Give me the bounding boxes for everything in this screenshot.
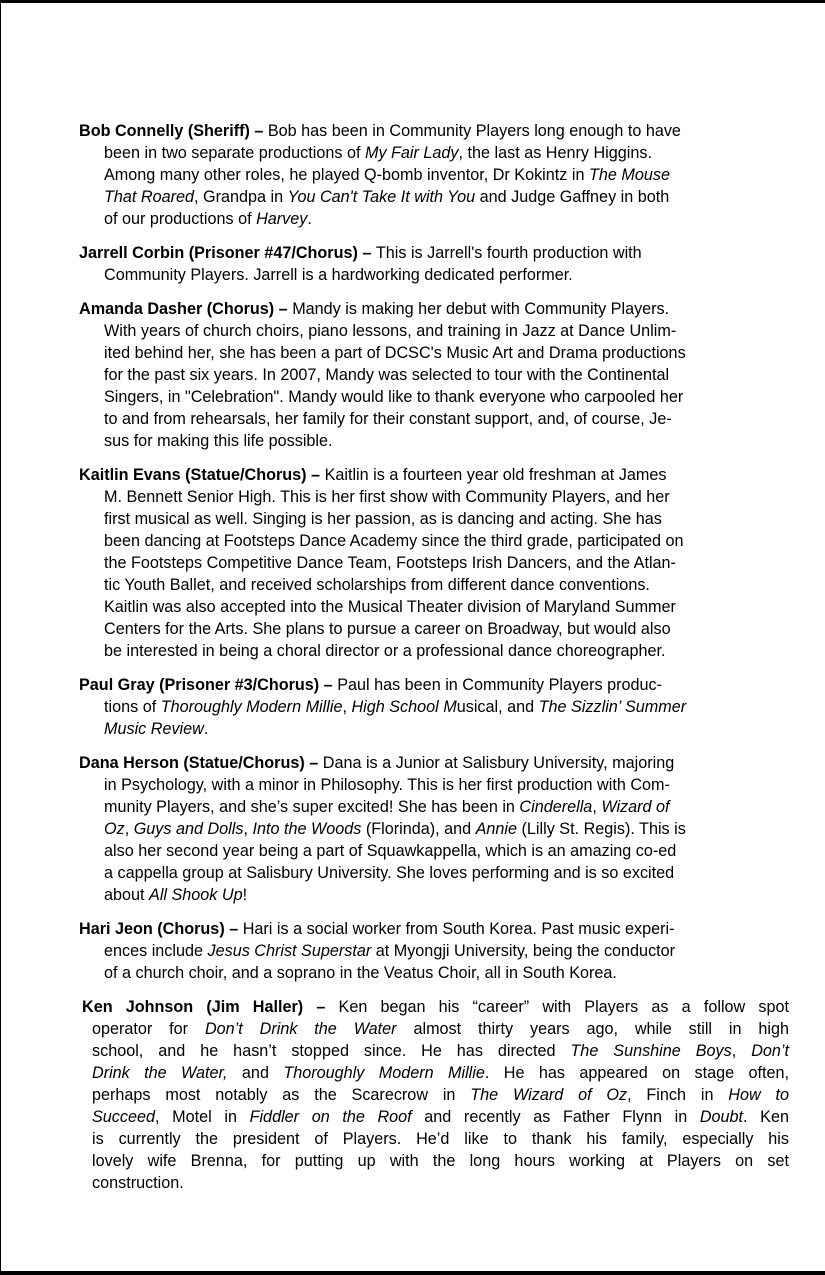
bio-text: Bob has been in Community Players long enough to have been in two separate productions of xyxy=(104,122,681,162)
bio-text: (Lilly St. Regis). This is also her second year being a part of Squawkappella, which is an amazing co-ed a cappella group at Salisbury University. She loves performing and is so excited about xyxy=(104,820,686,904)
show-title: The Sunshine Boys xyxy=(570,1042,732,1060)
show-title: Don’t Drink the Water, xyxy=(92,1042,789,1082)
bio-paragraph-bob-connelly xyxy=(79,120,789,230)
show-title: Annie xyxy=(475,820,518,838)
show-title: My Fair Lady xyxy=(364,144,459,162)
bio-text: , Finch in xyxy=(627,1086,729,1104)
show-title: Fiddler on the Roof xyxy=(249,1108,412,1126)
bio-text: at Myongji University, being the conductor of a church choir, and a soprano in the Veatus Choir, all in South Korea. xyxy=(104,942,676,982)
bio-text: This is Jarrell's fourth production with Community Players. Jarrell is a hardworking dedicated performer. xyxy=(104,244,642,284)
bio-name-and-role: Kaitlin Evans (Statue/Chorus) – xyxy=(79,466,325,484)
show-title: Into the Woods xyxy=(252,820,362,838)
show-title: Thoroughly Modern Millie xyxy=(160,698,343,716)
show-title: Cinderella xyxy=(519,798,593,816)
scan-edge-top xyxy=(0,0,825,3)
bio-text: Ken began his “career” with Players as a follow spot operator for xyxy=(92,998,789,1038)
bio-name-and-role: Amanda Dasher (Chorus) – xyxy=(79,300,293,318)
bio-text: Hari is a social worker from South Korea. Past music experi- ences include xyxy=(104,920,675,960)
scan-edge-bottom xyxy=(0,1271,825,1275)
bio-paragraph-dana-herson xyxy=(79,752,789,906)
show-title: Guys and Dolls xyxy=(133,820,244,838)
bio-text: . xyxy=(203,720,209,738)
bio-name-and-role: Dana Herson (Statue/Chorus) – xyxy=(79,754,323,772)
bio-text: , xyxy=(731,1042,752,1060)
bio-text: , xyxy=(124,820,134,838)
bio-text: , xyxy=(592,798,602,816)
bio-text: and recently as Father Flynn in xyxy=(411,1108,700,1126)
bio-text: ! xyxy=(242,886,248,904)
bio-paragraph-ken-johnson xyxy=(82,996,789,1194)
bio-text: usical, and xyxy=(456,698,539,716)
bio-text: . Ken is currently the president of Players. He’d like to thank his family, especially his lovely wife Brenna, for putting up with the long hours working at Players on set construction. xyxy=(92,1108,789,1192)
bio-paragraph-kaitlin-evans xyxy=(79,464,789,662)
bio-paragraph-amanda-dasher xyxy=(79,298,789,452)
show-title: Doubt xyxy=(699,1108,744,1126)
bio-name-and-role: Bob Connelly (Sheriff) – xyxy=(79,122,268,140)
bio-text: Mandy is making her debut with Community Players. With years of church choirs, piano lessons, and training in Jazz at Dance Unlim- ited behind her, she has been a part of DCSC's Music Art and Drama productions for the past six years. In 2007, Mandy was selected to tour with the Continental Singers, in "Celebration". Mandy would like to thank everyone who carpooled her to and from rehearsals, her family for their constant support, and, of course, Je- sus for making this life possible. xyxy=(104,300,686,450)
show-title: Thoroughly Modern Millie xyxy=(283,1064,485,1082)
bio-text: (Florinda), and xyxy=(361,820,476,838)
bio-text: and xyxy=(227,1064,284,1082)
bio-text: , xyxy=(243,820,253,838)
show-title: Wizard of Oz xyxy=(104,798,670,838)
bio-text: Kaitlin is a fourteen year old freshman at James M. Bennett Senior High. This is her first show with Community Players, and her first musical as well. Singing is her passion, as is dancing and acting. She has been dancing at Footsteps Dance Academy since the third grade, participated on the Footsteps Competitive Dance Team, Footsteps Irish Dancers, and the Atlan- tic Youth Ballet, and received scholarships from different dance conventions. Kaitlin was also accepted into the Musical Theater division of Maryland Summer Centers for the Arts. She plans to pursue a career on Broadway, but would also be interested in being a choral director or a professional dance choreographer. xyxy=(104,466,684,660)
show-title: The Sizzlin’ Summer Music Review xyxy=(104,698,687,738)
show-title: Jesus Christ Superstar xyxy=(207,942,372,960)
bio-text: . He has appeared on stage often, perhaps most notably as the Scarecrow in xyxy=(92,1064,789,1104)
bio-name-and-role: Jarrell Corbin (Prisoner #47/Chorus) – xyxy=(79,244,376,262)
bio-paragraph-hari-jeon xyxy=(79,918,789,984)
show-title: Don’t Drink the Water xyxy=(204,1020,397,1038)
bio-text: Dana is a Junior at Salisbury University, majoring in Psychology, with a minor in Philosophy. This is her first production with Com- munity Players, and she’s super excited! She has been in xyxy=(104,754,675,816)
bio-paragraph-paul-gray xyxy=(79,674,789,740)
bio-text: , Motel in xyxy=(155,1108,250,1126)
show-title: You Can't Take It with You xyxy=(287,188,476,206)
show-title: The Wizard of Oz xyxy=(470,1086,628,1104)
show-title: The Mouse That Roared xyxy=(104,166,670,206)
bio-text: , xyxy=(342,698,352,716)
bio-text: Paul has been in Community Players produc- tions of xyxy=(104,676,662,716)
bio-text: , the last as Henry Higgins. Among many other roles, he played Q-bomb inventor, Dr Kokintz in xyxy=(104,144,652,184)
cast-bios-list xyxy=(79,120,789,1206)
bio-text: and Judge Gaffney in both of our productions of xyxy=(104,188,670,228)
show-title: How to Succeed xyxy=(92,1086,789,1126)
show-title: Harvey xyxy=(256,210,308,228)
show-title: High School M xyxy=(351,698,457,716)
bio-name-and-role: Paul Gray (Prisoner #3/Chorus) – xyxy=(79,676,338,694)
bio-text: , Grandpa in xyxy=(193,188,288,206)
bio-name-and-role: Hari Jeon (Chorus) – xyxy=(79,920,243,938)
bio-name-and-role: Ken Johnson (Jim Haller) – xyxy=(82,998,339,1016)
scan-edge-left xyxy=(0,0,1,1275)
show-title: All Shook Up xyxy=(149,886,243,904)
bio-text: almost thirty years ago, while still in high school, and he hasn’t stopped since. He has directed xyxy=(92,1020,789,1060)
bio-text: . xyxy=(307,210,312,228)
bio-paragraph-jarrell-corbin xyxy=(79,242,789,286)
